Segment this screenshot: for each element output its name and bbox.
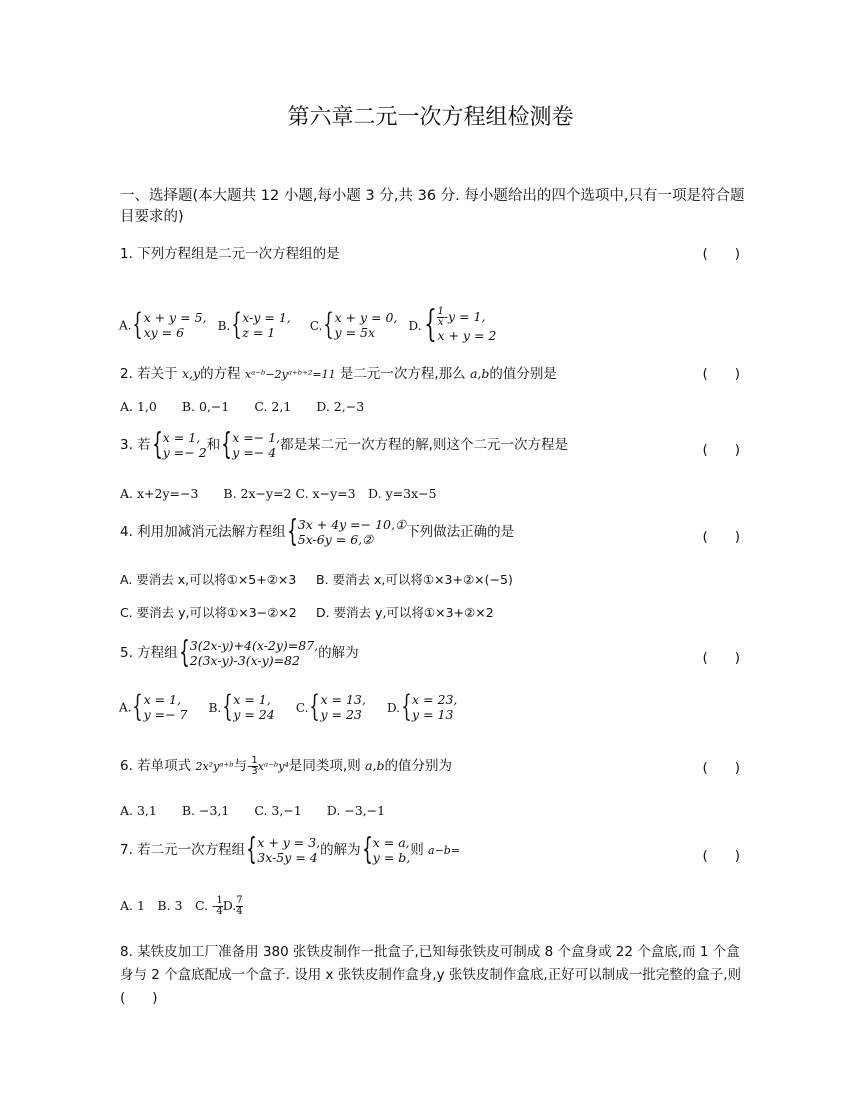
- question-3-stem: 3. 若 { x = 1, y =− 2 和 { x =− 1, y =− 4 都是某二元一次方程的解,则这个二元一次方程是: [120, 427, 568, 462]
- page-title: 第六章二元一次方程组检测卷: [287, 105, 574, 130]
- option-label: D.: [408, 318, 422, 333]
- answer-paren-1: ( ): [702, 246, 740, 262]
- option-label: A.: [119, 700, 132, 715]
- option-b-system: { x = 1, y = 24: [222, 689, 275, 724]
- section-heading: 一、选择题(本大题共 12 小题,每小题 3 分,共 36 分. 每小题给出的四个选项中,只有一项是符合题目要求的): [120, 188, 745, 225]
- question-5-stem: 5. 方程组 { 3(2x-y)+4(x-2y)=87, 2(3x-y)-3(x-y)=82 的解为: [120, 635, 359, 670]
- option-a-system: { x + y = 5, xy = 6: [132, 307, 207, 342]
- option-c-system: { x = 13, y = 23: [309, 689, 366, 724]
- option-label: C.: [309, 318, 323, 333]
- question-8-stem: 8. 某铁皮加工厂准备用 380 张铁皮制作一批盒子,已知每张铁皮可制成 8 个盒身或 22 个盒底,而 1 个盒身与 2 个盒底配成一个盒子. 设用 x 张铁皮制作盒身,y 张铁皮制作盒底,正好可以制成一批完整的盒子,则( ): [120, 944, 741, 1006]
- option-d-system: { x = 23, y = 13: [401, 689, 458, 724]
- question-1-options: [119, 304, 497, 345]
- question-2-options: A. 1,0 B. 0,−1 C. 2,1 D. 2,−3: [120, 399, 365, 414]
- question-4-option-a: A. 要消去 x,可以将①×5+②×3: [120, 572, 297, 587]
- question-4-stem: 4. 利用加减消元法解方程组 { 3x + 4y =− 10,① 5x-6y = 6,② 下列做法正确的是: [120, 514, 515, 549]
- question-6-options: A. 3,1 B. −3,1 C. 3,−1 D. −3,−1: [120, 803, 386, 818]
- question-1-stem: 1. 下列方程组是二元一次方程组的是: [120, 246, 340, 262]
- question-5-options: [119, 689, 458, 724]
- answer-paren-5: ( ): [702, 650, 740, 666]
- answer-paren-3: ( ): [702, 442, 740, 458]
- answer-paren-2: ( ): [702, 366, 740, 382]
- question-3-options: A. x+2y=−3 B. 2x−y=2 C. x−y=3 D. y=3x−5: [120, 486, 437, 501]
- answer-paren-7: ( ): [702, 848, 740, 864]
- option-label: B.: [208, 700, 222, 715]
- option-label: B.: [217, 318, 231, 333]
- option-label: A.: [119, 318, 132, 333]
- option-label: C.: [295, 700, 309, 715]
- equation: xᵃ⁻ᵇ−2yᵃ⁺ᵇ⁺²=11: [244, 368, 336, 381]
- option-a-system: { x = 1, y =− 7: [132, 689, 188, 724]
- question-4-option-b: B. 要消去 x,可以将①×3+②×(−5): [316, 572, 513, 587]
- option-d-system: { $\frac{1}{x}$ -y = 1, x + y = 2: [423, 304, 497, 345]
- option-b-system: { x-y = 1, z = 1: [231, 307, 291, 342]
- answer-paren-4: ( ): [702, 529, 740, 545]
- option-label: D.: [386, 700, 400, 715]
- question-4-option-c: C. 要消去 y,可以将①×3−②×2: [120, 605, 297, 620]
- question-4-option-d: D. 要消去 y,可以将①×3+②×2: [316, 605, 494, 620]
- option-c-system: { x + y = 0, y = 5x: [323, 307, 398, 342]
- question-6-stem: 6. 若单项式 2x²yᵃ⁺ᵇ与- $\frac{1}{3}$ xᵃ⁻ᵇy⁴是同类项,则 a,b的值分别为: [120, 754, 452, 777]
- question-7-options: A. 1 B. 3 C. - $\frac{1}{4}$ D. $\frac{7}{4}$: [120, 895, 243, 917]
- question-2-stem: 2. 若关于 x,y的方程 xᵃ⁻ᵇ−2yᵃ⁺ᵇ⁺²=11 是二元一次方程,那么 a,b的值分别是: [120, 366, 557, 382]
- question-7-stem: 7. 若二元一次方程组 { x + y = 3, 3x-5y = 4 的解为 { x = a, y = b, 则 a−b=: [120, 832, 461, 867]
- answer-paren-6: ( ): [702, 760, 740, 776]
